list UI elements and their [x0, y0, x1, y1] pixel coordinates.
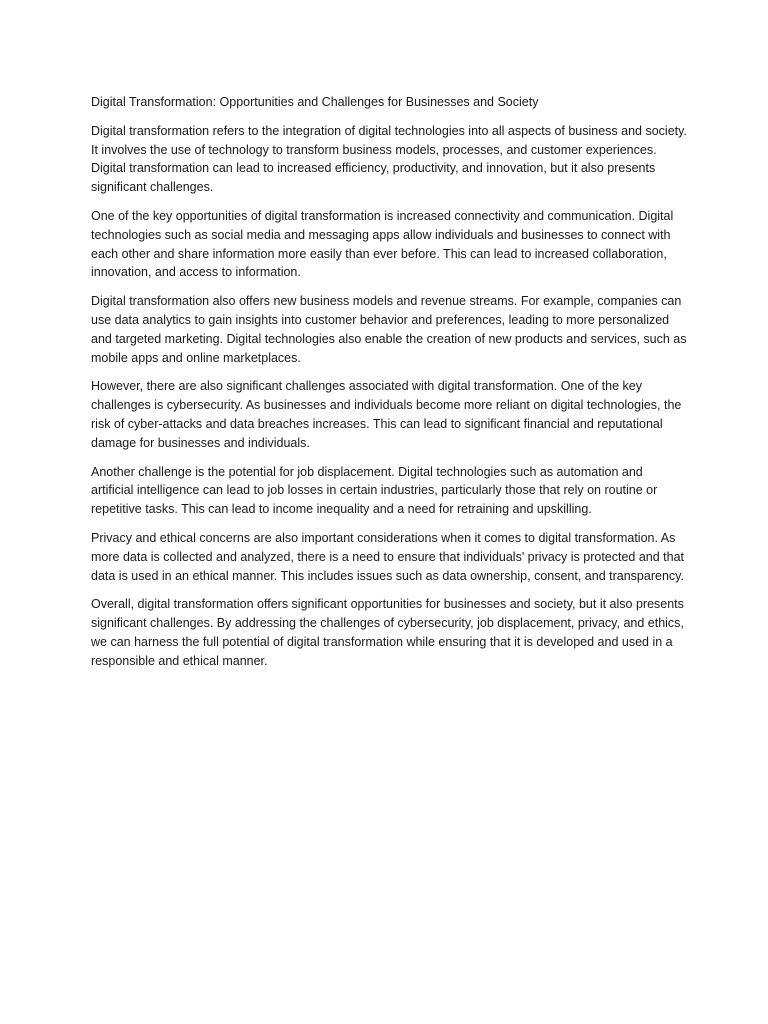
paragraph-connectivity: One of the key opportunities of digital transformation is increased connectivity and communication. Digital technologies such as social media and messaging apps allow individuals and businesses to connect with each other and share information more easily than ever before. This can lead to increased collaboration, innovation, and access to information. — [91, 208, 674, 280]
paragraph-definition: Digital transformation refers to the integration of digital technologies into all aspects of business and society. It involves the use of technology to transform business models, processes, and customer experiences. Digital transformation can lead to increased efficiency, productivity, and innovation, but it also presents significant challenges. — [91, 123, 687, 195]
paragraph-business-models: Digital transformation also offers new business models and revenue streams. For example, companies can use data analytics to gain insights into customer behavior and preferences, leading to more personalized and targeted marketing. Digital technologies also enable the creation of new products and services, such as mobile apps and online marketplaces. — [91, 294, 687, 365]
paragraph-conclusion: Overall, digital transformation offers significant opportunities for businesses and society, but it also presents significant challenges. By addressing the challenges of cybersecurity, job displacement, privacy, and ethics, we can harness the full potential of digital transformation while ensuring that it is developed and used in a responsible and ethical manner. — [91, 597, 684, 668]
document-title: Digital Transformation: Opportunities and Challenges for Businesses and Society — [91, 95, 539, 109]
paragraph-privacy-ethics: Privacy and ethical concerns are also important considerations when it comes to digital transformation. As more data is collected and analyzed, there is a need to ensure that individuals' privacy is protected and that data is used in an ethical manner. This includes issues such as data ownership, consent, and transparency. — [91, 530, 685, 583]
paragraph-cybersecurity: However, there are also significant challenges associated with digital transformation. One of the key challenges is cybersecurity. As businesses and individuals become more reliant on digital technologies, the risk of cyber-attacks and data breaches increases. This can lead to significant financial and reputational damage for businesses and individuals. — [91, 379, 682, 450]
paragraph-job-displacement: Another challenge is the potential for job displacement. Digital technologies such as automation and artificial intelligence can lead to job losses in certain industries, particularly those that rely on routine or repetitive tasks. This can lead to income inequality and a need for retraining and upskilling. — [91, 464, 658, 517]
